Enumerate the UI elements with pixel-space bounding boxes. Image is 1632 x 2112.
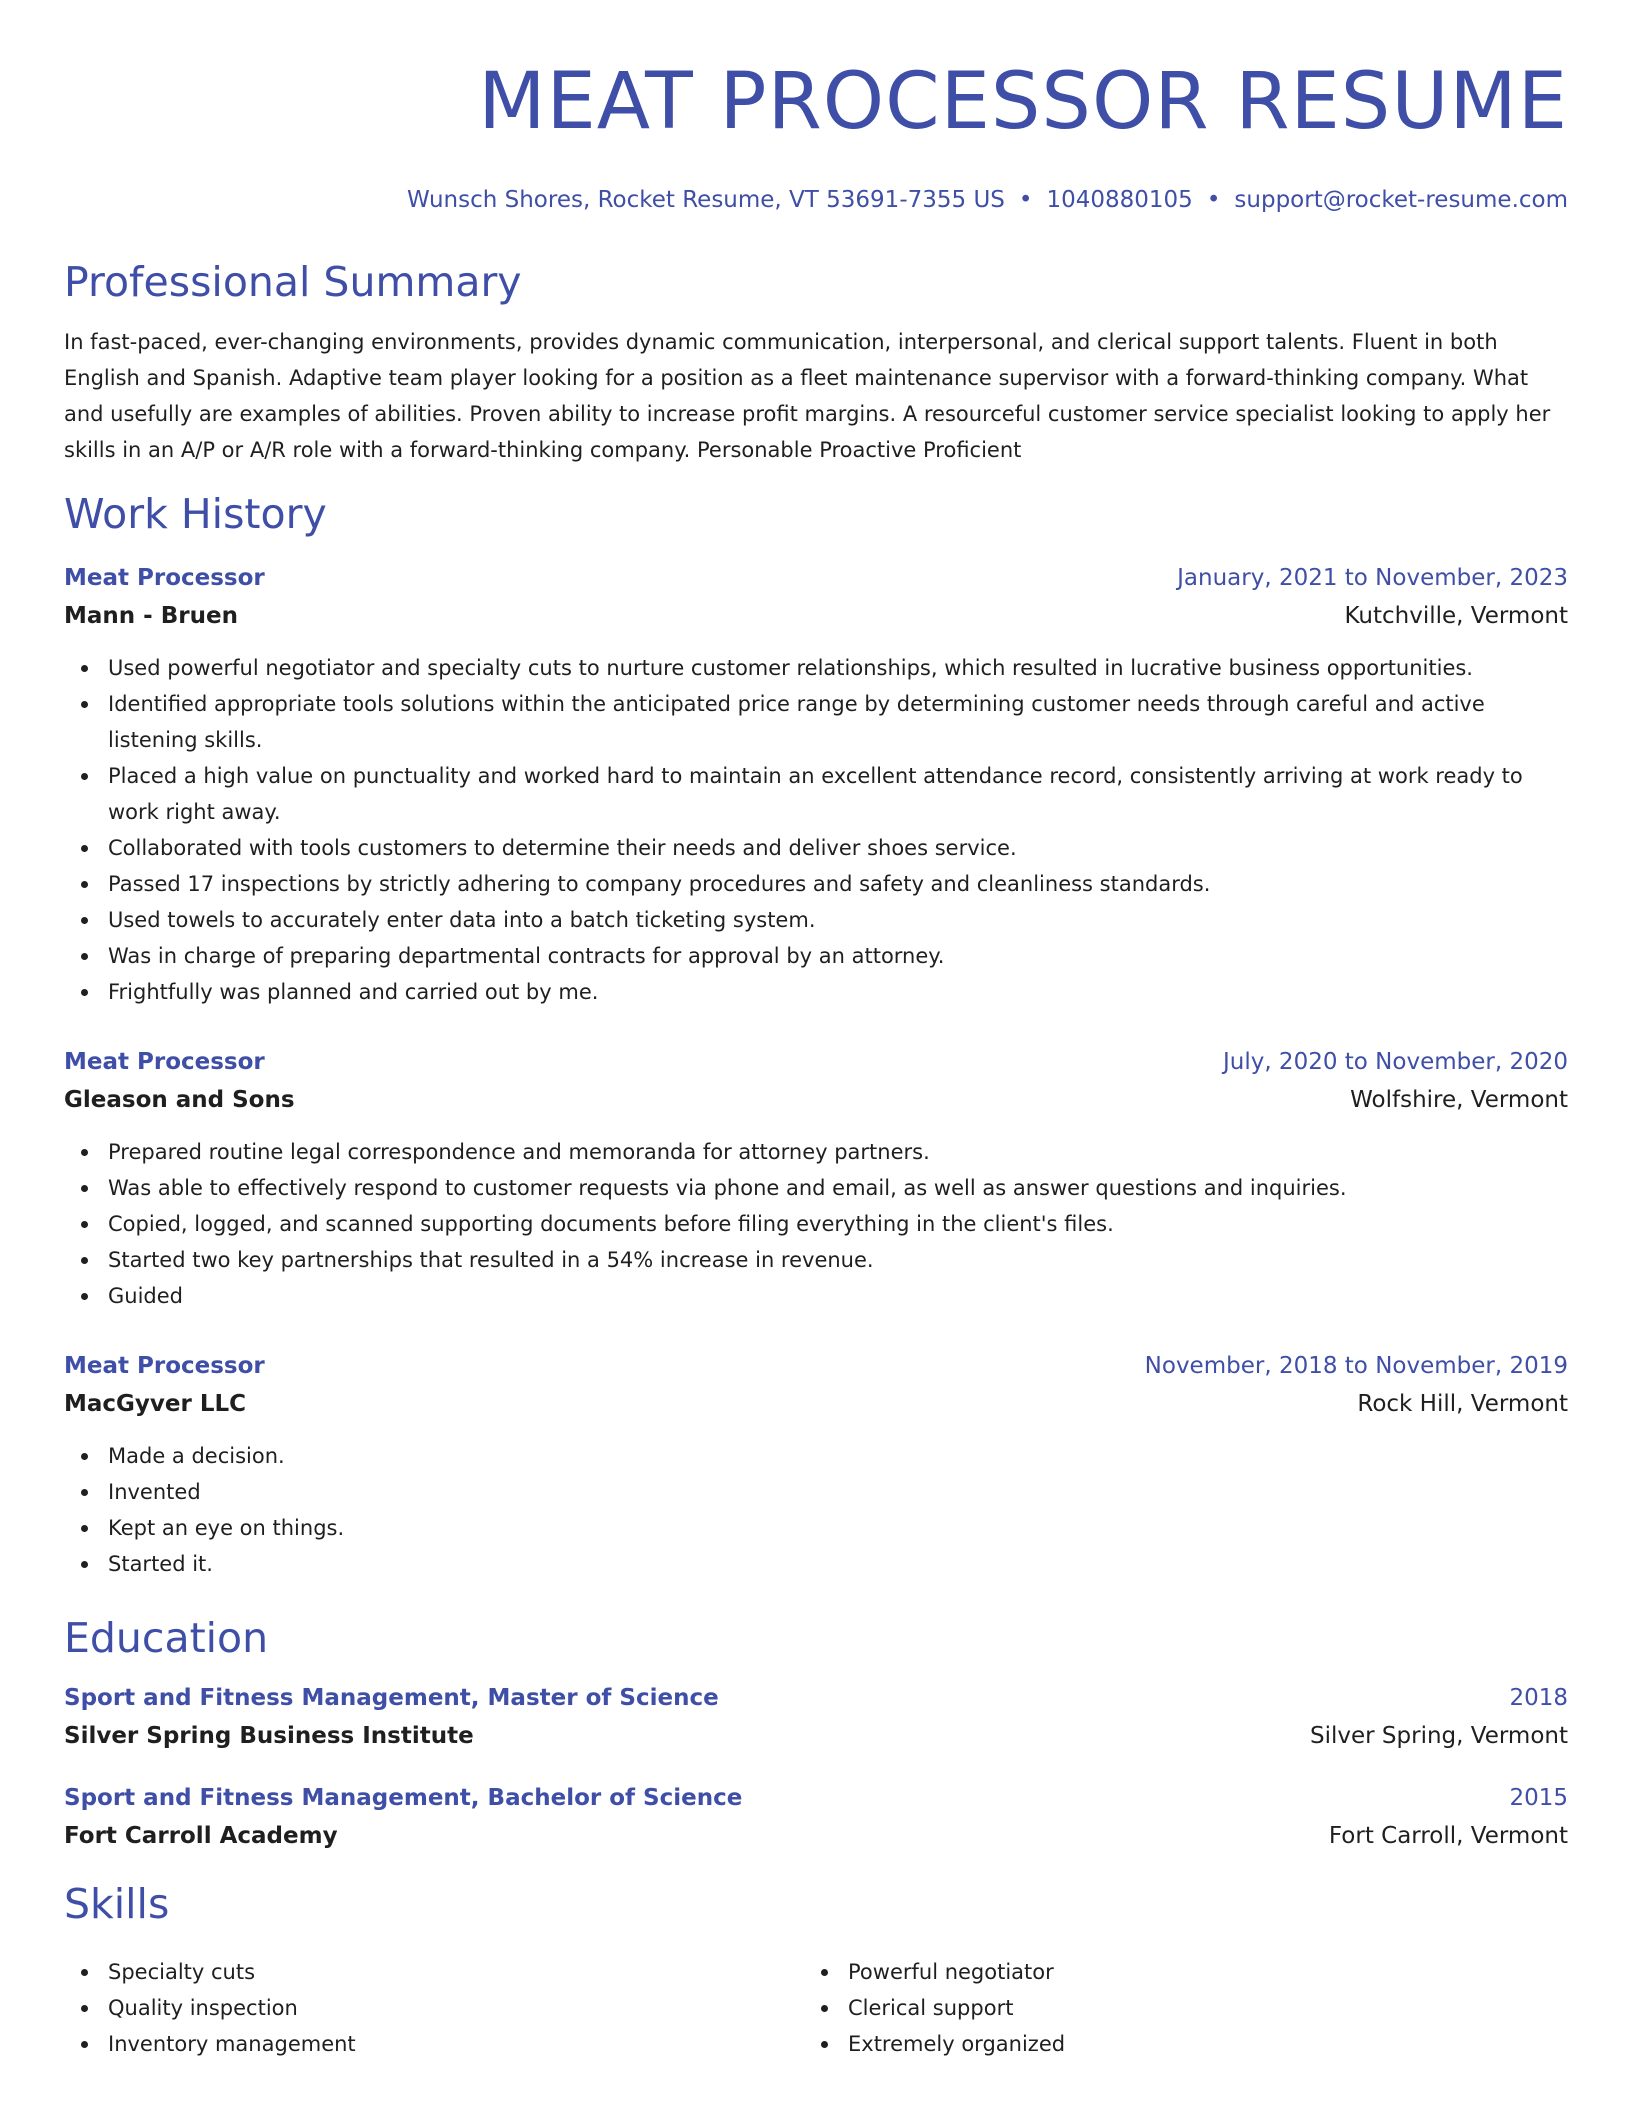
job-bullet: Was able to effectively respond to customer requests via phone and email, as well as answer questions and inquiries. xyxy=(64,1170,1568,1206)
education-year: 2015 xyxy=(1509,1785,1568,1811)
job-location: Rock Hill, Vermont xyxy=(1357,1391,1568,1417)
job-company: MacGyver LLC xyxy=(64,1391,247,1417)
job-entry xyxy=(64,560,1568,1010)
job-bullet: Placed a high value on punctuality and worked hard to maintain an excellent attendance record, consistently arriving at work ready to work right away. xyxy=(64,758,1568,830)
contact-email: support@rocket-resume.com xyxy=(1234,187,1568,213)
job-role: Meat Processor xyxy=(64,1353,265,1379)
job-location: Wolfshire, Vermont xyxy=(1350,1087,1568,1113)
job-entry xyxy=(64,1348,1568,1582)
education-school: Silver Spring Business Institute xyxy=(64,1723,474,1749)
contact-separator: • xyxy=(1206,187,1221,213)
job-dates: November, 2018 to November, 2019 xyxy=(1144,1353,1568,1379)
education-degree: Sport and Fitness Management, Bachelor of Science xyxy=(64,1785,743,1811)
skill-item: Clerical support xyxy=(804,1990,1544,2026)
job-bullet: Identified appropriate tools solutions within the anticipated price range by determining customer needs through careful and active listening skills. xyxy=(64,686,1568,758)
job-entry xyxy=(64,1044,1568,1314)
job-bullets xyxy=(64,1134,1568,1314)
skill-item: Powerful negotiator xyxy=(804,1954,1544,1990)
job-bullet: Was in charge of preparing departmental contracts for approval by an attorney. xyxy=(64,938,1568,974)
job-bullet: Frightfully was planned and carried out by me. xyxy=(64,974,1568,1010)
job-role: Meat Processor xyxy=(64,565,265,591)
job-company: Mann - Bruen xyxy=(64,603,238,629)
contact-line xyxy=(64,184,1568,216)
skill-item: Extremely organized xyxy=(804,2026,1544,2062)
resume-header xyxy=(64,0,1568,216)
summary-text: In fast-paced, ever-changing environments, provides dynamic communication, interpersonal, and clerical support talents. Fluent in both English and Spanish. Adaptive team player looking for a position as a fleet maintenance supervisor with a forward-thinking company. What and usefully are examples of abilities. Proven ability to increase profit margins. A resourceful customer service specialist looking to apply her skills in an A/P or A/R role with a forward-thinking company. Personable Proactive Proficient xyxy=(64,330,1551,462)
job-dates: July, 2020 to November, 2020 xyxy=(1222,1049,1568,1075)
contact-separator: • xyxy=(1018,187,1033,213)
job-bullet: Guided xyxy=(64,1278,1568,1314)
job-bullet: Copied, logged, and scanned supporting documents before filing everything in the client's files. xyxy=(64,1206,1568,1242)
job-company: Gleason and Sons xyxy=(64,1087,295,1113)
education-school: Fort Carroll Academy xyxy=(64,1823,338,1849)
skills-heading: Skills xyxy=(64,1880,170,1928)
skills-column-left xyxy=(64,1954,804,2062)
job-bullet: Kept an eye on things. xyxy=(64,1510,1568,1546)
contact-phone: 1040880105 xyxy=(1046,187,1193,213)
job-bullet: Started two key partnerships that resulted in a 54% increase in revenue. xyxy=(64,1242,1568,1278)
summary-heading: Professional Summary xyxy=(64,258,522,306)
education-heading: Education xyxy=(64,1614,269,1662)
job-bullet: Prepared routine legal correspondence and memoranda for attorney partners. xyxy=(64,1134,1568,1170)
education-year: 2018 xyxy=(1509,1685,1568,1711)
skills-column-right xyxy=(804,1954,1544,2062)
skill-item: Quality inspection xyxy=(64,1990,804,2026)
education-degree: Sport and Fitness Management, Master of Science xyxy=(64,1685,719,1711)
contact-address: Wunsch Shores, Rocket Resume, VT 53691-7355 US xyxy=(407,187,1005,213)
job-bullets xyxy=(64,650,1568,1010)
education-location: Silver Spring, Vermont xyxy=(1310,1723,1568,1749)
job-bullet: Started it. xyxy=(64,1546,1568,1582)
job-role: Meat Processor xyxy=(64,1049,265,1075)
skill-item: Specialty cuts xyxy=(64,1954,804,1990)
education-entry xyxy=(64,1680,1568,1756)
job-bullet: Collaborated with tools customers to determine their needs and deliver shoes service. xyxy=(64,830,1568,866)
resume-title: MEAT PROCESSOR RESUME xyxy=(478,57,1568,147)
education-entry xyxy=(64,1780,1568,1856)
skills-list xyxy=(64,1940,1568,2062)
job-bullets xyxy=(64,1438,1568,1582)
education-location: Fort Carroll, Vermont xyxy=(1328,1823,1568,1849)
job-bullet: Passed 17 inspections by strictly adhering to company procedures and safety and cleanliness standards. xyxy=(64,866,1568,902)
job-bullet: Made a decision. xyxy=(64,1438,1568,1474)
job-bullet: Used towels to accurately enter data into a batch ticketing system. xyxy=(64,902,1568,938)
work-history-heading: Work History xyxy=(64,490,327,538)
job-location: Kutchville, Vermont xyxy=(1344,603,1568,629)
job-bullet: Used powerful negotiator and specialty cuts to nurture customer relationships, which resulted in lucrative business opportunities. xyxy=(64,650,1568,686)
job-bullet: Invented xyxy=(64,1474,1568,1510)
skill-item: Inventory management xyxy=(64,2026,804,2062)
job-dates: January, 2021 to November, 2023 xyxy=(1177,565,1568,591)
